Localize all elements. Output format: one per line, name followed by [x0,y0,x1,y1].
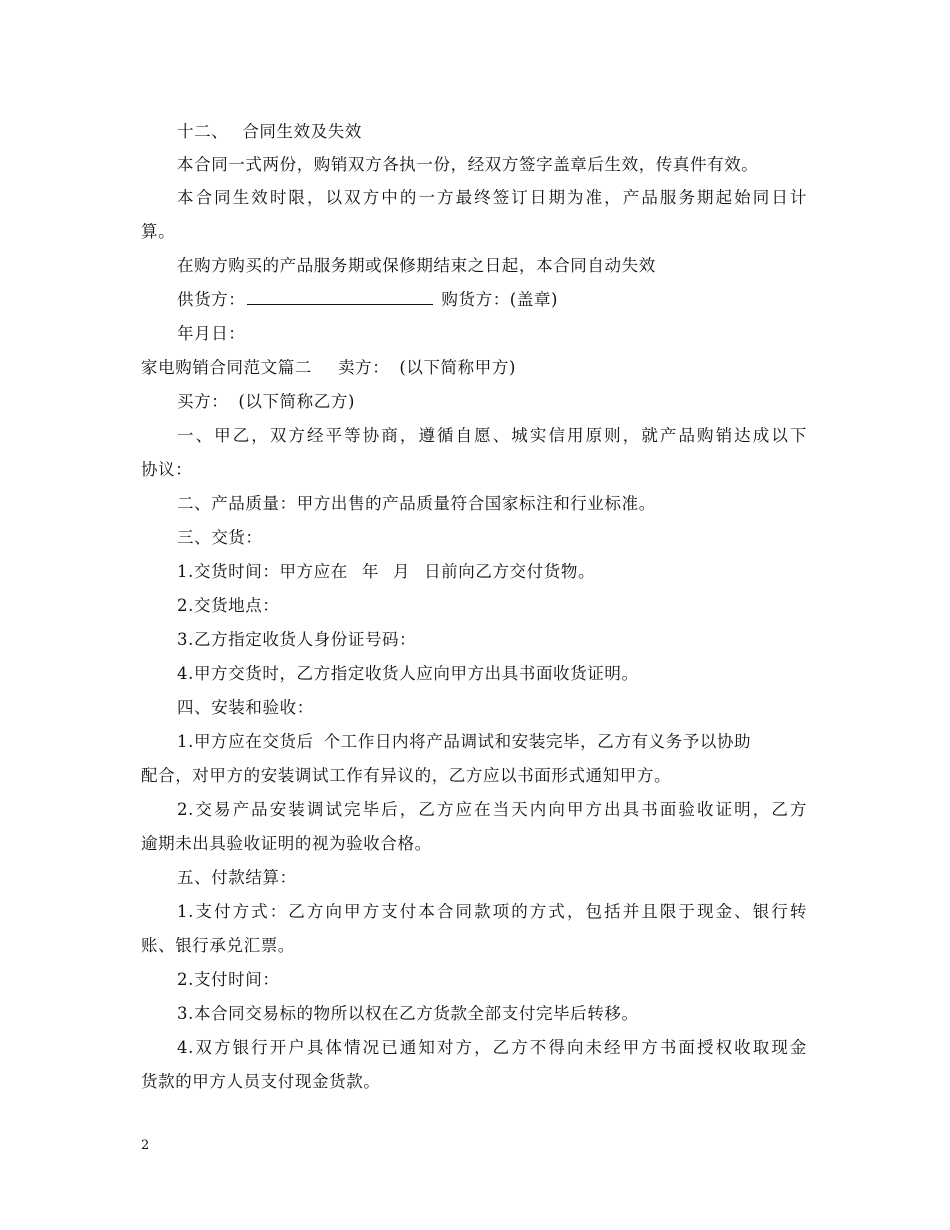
buyer-line [177,392,355,412]
buyer-label: 购货方：(盖章) [441,290,559,309]
list-item: 1.支付方式：乙方向甲方支付本合同款项的方式，包括并且限于现金、银行转 [177,902,807,921]
contract-title: 家电购销合同范文篇二 [141,358,312,377]
signature-line [177,290,558,310]
list-item [177,562,595,582]
list-item: 3.本合同交易标的物所以权在乙方货款全部支付完毕后转移。 [177,1004,639,1023]
page-number: 2 [141,1138,150,1153]
buyer-label: 买方： [177,392,229,411]
section-12-heading [177,122,362,142]
list-item: 2.交货地点： [177,596,280,615]
list-item: 4.双方银行开户具体情况已通知对方，乙方不得向未经甲方书面授权收取现金 [177,1038,807,1057]
seller-note: (以下简称甲方) [399,358,516,377]
paragraph-line: 逾期未出具验收证明的视为验收合格。 [141,834,432,853]
supplier-label: 供货方： [177,290,246,309]
seller-label: 卖方： [338,358,390,377]
paragraph-line: 本合同一式两份，购销双方各执一份，经双方签字盖章后生效，传真件有效。 [177,155,759,174]
section-number: 十二、 [177,122,229,141]
buyer-note: (以下简称乙方) [238,392,355,411]
paragraph-line: 一、甲乙，双方经平等协商，遵循自愿、城实信用原则，就产品购销达成以下 [177,426,807,445]
list-item: 3.乙方指定收货人身份证号码： [177,630,417,649]
paragraph-line: 算。 [141,222,176,241]
list-item: 4.甲方交货时，乙方指定收货人应向甲方出具书面收货证明。 [177,664,639,683]
day-text: 日前向乙方交付货物。 [424,562,596,581]
year-text: 年 [361,562,379,581]
paragraph-line: 配合，对甲方的安装调试工作有异议的，乙方应以书面形式通知甲方。 [141,766,672,785]
paragraph-line: 本合同生效时限，以双方中的一方最终签订日期为准，产品服务期起始同日计 [177,188,807,207]
delivery-time-label: 1.交货时间：甲方应在 [177,562,348,581]
section-heading: 五、付款结算： [177,868,297,887]
paragraph-line: 货款的甲方人员支付现金货款。 [141,1072,381,1091]
installation-text-end: 个工作日内将产品调试和安装完毕，乙方有义务予以协助 [323,732,752,751]
list-item [177,732,751,752]
paragraph-line: 二、产品质量：甲方出售的产品质量符合国家标注和行业标准。 [177,494,656,513]
paragraph-line: 在购方购买的产品服务期或保修期结束之日起，本合同自动失效 [177,256,656,275]
list-item: 2.支付时间： [177,970,280,989]
contract-two-title [141,358,516,378]
list-item: 2.交易产品安装调试完毕后，乙方应在当天内向甲方出具书面验收证明，乙方 [177,800,807,819]
section-heading: 四、安装和验收： [177,698,314,717]
installation-text-start: 1.甲方应在交货后 [177,732,314,751]
date-line: 年月日： [177,324,246,343]
month-text: 月 [392,562,411,581]
section-title: 合同生效及失效 [242,122,363,141]
supplier-signature-blank [247,290,433,305]
paragraph-line: 账、银行承兑汇票。 [141,936,295,955]
section-heading: 三、交货： [177,528,263,547]
paragraph-line: 协议： [141,460,193,479]
